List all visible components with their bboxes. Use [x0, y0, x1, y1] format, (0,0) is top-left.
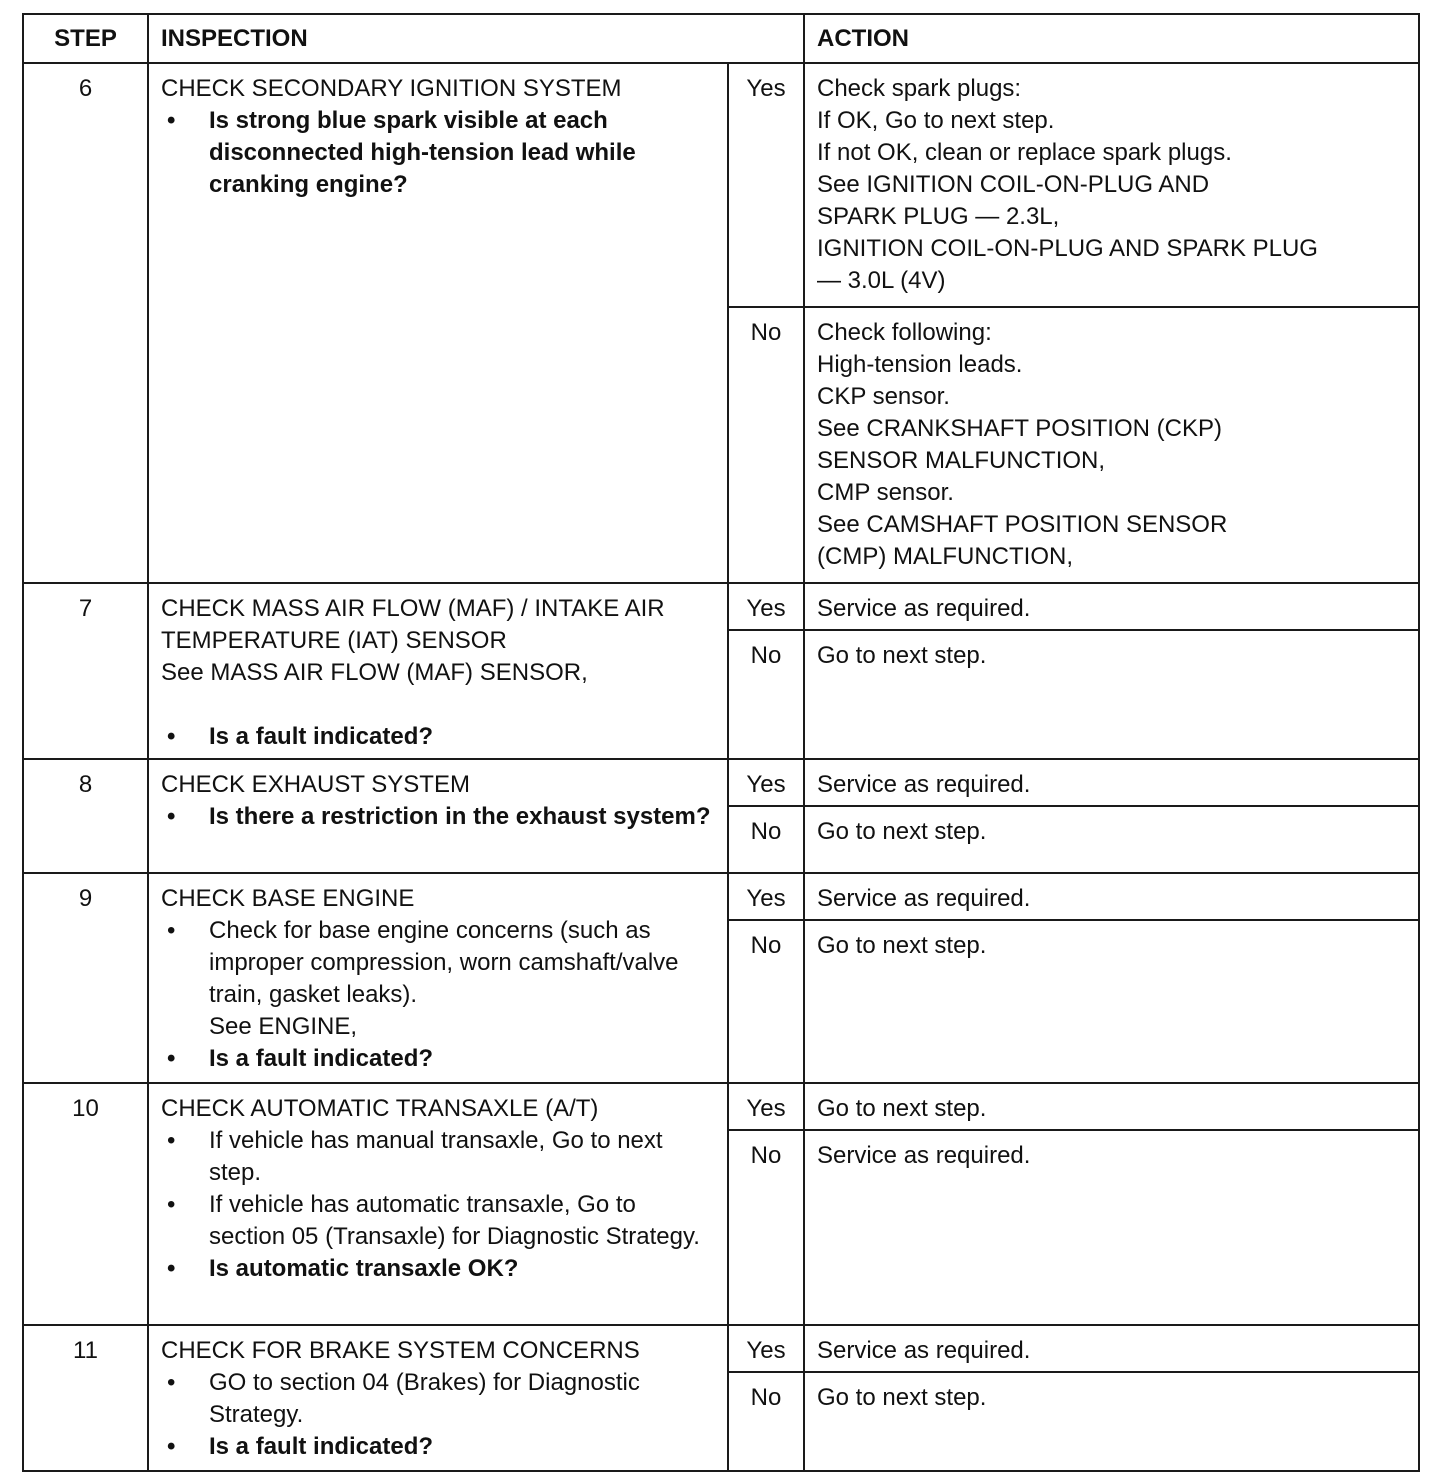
step-11-yes-row	[23, 1325, 1419, 1372]
step-8-yes-row	[23, 759, 1419, 806]
action-line: If OK, Go to next step.	[817, 107, 1055, 134]
inspection-question: • Is automatic transaxle OK?	[161, 1253, 715, 1285]
action-line: CMP sensor.	[817, 479, 954, 506]
action-line: See IGNITION COIL-ON-PLUG AND	[817, 171, 1210, 198]
no-action: Go to next step.	[804, 1372, 1419, 1471]
action-line: See CRANKSHAFT POSITION (CKP)	[817, 415, 1222, 442]
inspection-cell	[148, 1083, 728, 1325]
yes-action: Service as required.	[804, 1325, 1419, 1372]
yes-label: Yes	[728, 873, 804, 920]
diagnostic-table	[22, 13, 1420, 1472]
no-label: No	[728, 1372, 804, 1471]
inspection-bullet: • If vehicle has manual transaxle, Go to next step.	[161, 1125, 715, 1189]
action-line: CKP sensor.	[817, 383, 950, 410]
step-number: 8	[23, 759, 148, 873]
step-9-yes-row	[23, 873, 1419, 920]
yes-action: Service as required.	[804, 583, 1419, 630]
action-line: Check spark plugs:	[817, 75, 1022, 102]
step-10-yes-row	[23, 1083, 1419, 1130]
action-line: SPARK PLUG — 2.3L,	[817, 203, 1060, 230]
inspection-title: CHECK AUTOMATIC TRANSAXLE (A/T)	[161, 1095, 599, 1122]
inspection-cell	[148, 583, 728, 759]
inspection-cell	[148, 63, 728, 583]
inspection-title: CHECK BASE ENGINE	[161, 885, 415, 912]
action-line: IGNITION COIL-ON-PLUG AND SPARK PLUG	[817, 235, 1318, 262]
inspection-see: See ENGINE,	[209, 1013, 358, 1040]
header-action: ACTION	[804, 14, 1419, 63]
inspection-cell	[148, 1325, 728, 1471]
inspection-bullet: • If vehicle has automatic transaxle, Go to section 05 (Transaxle) for Diagnostic Strategy.	[161, 1189, 715, 1253]
inspection-title: CHECK EXHAUST SYSTEM	[161, 771, 470, 798]
action-line: (CMP) MALFUNCTION,	[817, 543, 1073, 570]
inspection-question: • Is there a restriction in the exhaust system?	[161, 801, 715, 833]
inspection-see: See MASS AIR FLOW (MAF) SENSOR,	[161, 659, 588, 686]
inspection-title: CHECK SECONDARY IGNITION SYSTEM	[161, 75, 622, 102]
yes-label: Yes	[728, 583, 804, 630]
inspection-bullet: • GO to section 04 (Brakes) for Diagnostic Strategy.	[161, 1367, 715, 1431]
no-action	[804, 307, 1419, 583]
action-line: — 3.0L (4V)	[817, 267, 946, 294]
yes-action: Go to next step.	[804, 1083, 1419, 1130]
no-action: Go to next step.	[804, 920, 1419, 1083]
yes-label: Yes	[728, 1083, 804, 1130]
no-label: No	[728, 307, 804, 583]
step-7-yes-row	[23, 583, 1419, 630]
yes-label: Yes	[728, 1325, 804, 1372]
step-number: 10	[23, 1083, 148, 1325]
inspection-cell	[148, 759, 728, 873]
inspection-title: CHECK FOR BRAKE SYSTEM CONCERNS	[161, 1337, 640, 1364]
inspection-question: • Is a fault indicated?	[161, 1431, 715, 1463]
inspection-cell	[148, 873, 728, 1083]
yes-action: Service as required.	[804, 759, 1419, 806]
no-action: Go to next step.	[804, 630, 1419, 759]
header-inspection: INSPECTION	[148, 14, 804, 63]
action-line: If not OK, clean or replace spark plugs.	[817, 139, 1232, 166]
inspection-question: • Is a fault indicated?	[161, 1043, 715, 1075]
no-label: No	[728, 1130, 804, 1325]
inspection-bullet: • Check for base engine concerns (such as improper compression, worn camshaft/valve train, gasket leaks).	[161, 915, 715, 1011]
header-step: STEP	[23, 14, 148, 63]
yes-label: Yes	[728, 63, 804, 307]
no-action: Go to next step.	[804, 806, 1419, 873]
no-action: Service as required.	[804, 1130, 1419, 1325]
inspection-question: • Is a fault indicated?	[161, 721, 715, 753]
yes-action: Service as required.	[804, 873, 1419, 920]
yes-label: Yes	[728, 759, 804, 806]
inspection-title: CHECK MASS AIR FLOW (MAF) / INTAKE AIR TEMPERATURE (IAT) SENSOR	[161, 595, 665, 654]
step-number: 6	[23, 63, 148, 583]
action-line: See CAMSHAFT POSITION SENSOR	[817, 511, 1228, 538]
step-number: 11	[23, 1325, 148, 1471]
inspection-question: • Is strong blue spark visible at each disconnected high-tension lead while cranking engine?	[161, 105, 715, 201]
no-label: No	[728, 920, 804, 1083]
header-row	[23, 14, 1419, 63]
step-number: 7	[23, 583, 148, 759]
yes-action	[804, 63, 1419, 307]
no-label: No	[728, 806, 804, 873]
step-number: 9	[23, 873, 148, 1083]
step-6-yes-row	[23, 63, 1419, 307]
action-line: SENSOR MALFUNCTION,	[817, 447, 1106, 474]
action-line: High-tension leads.	[817, 351, 1023, 378]
action-line: Check following:	[817, 319, 992, 346]
no-label: No	[728, 630, 804, 759]
